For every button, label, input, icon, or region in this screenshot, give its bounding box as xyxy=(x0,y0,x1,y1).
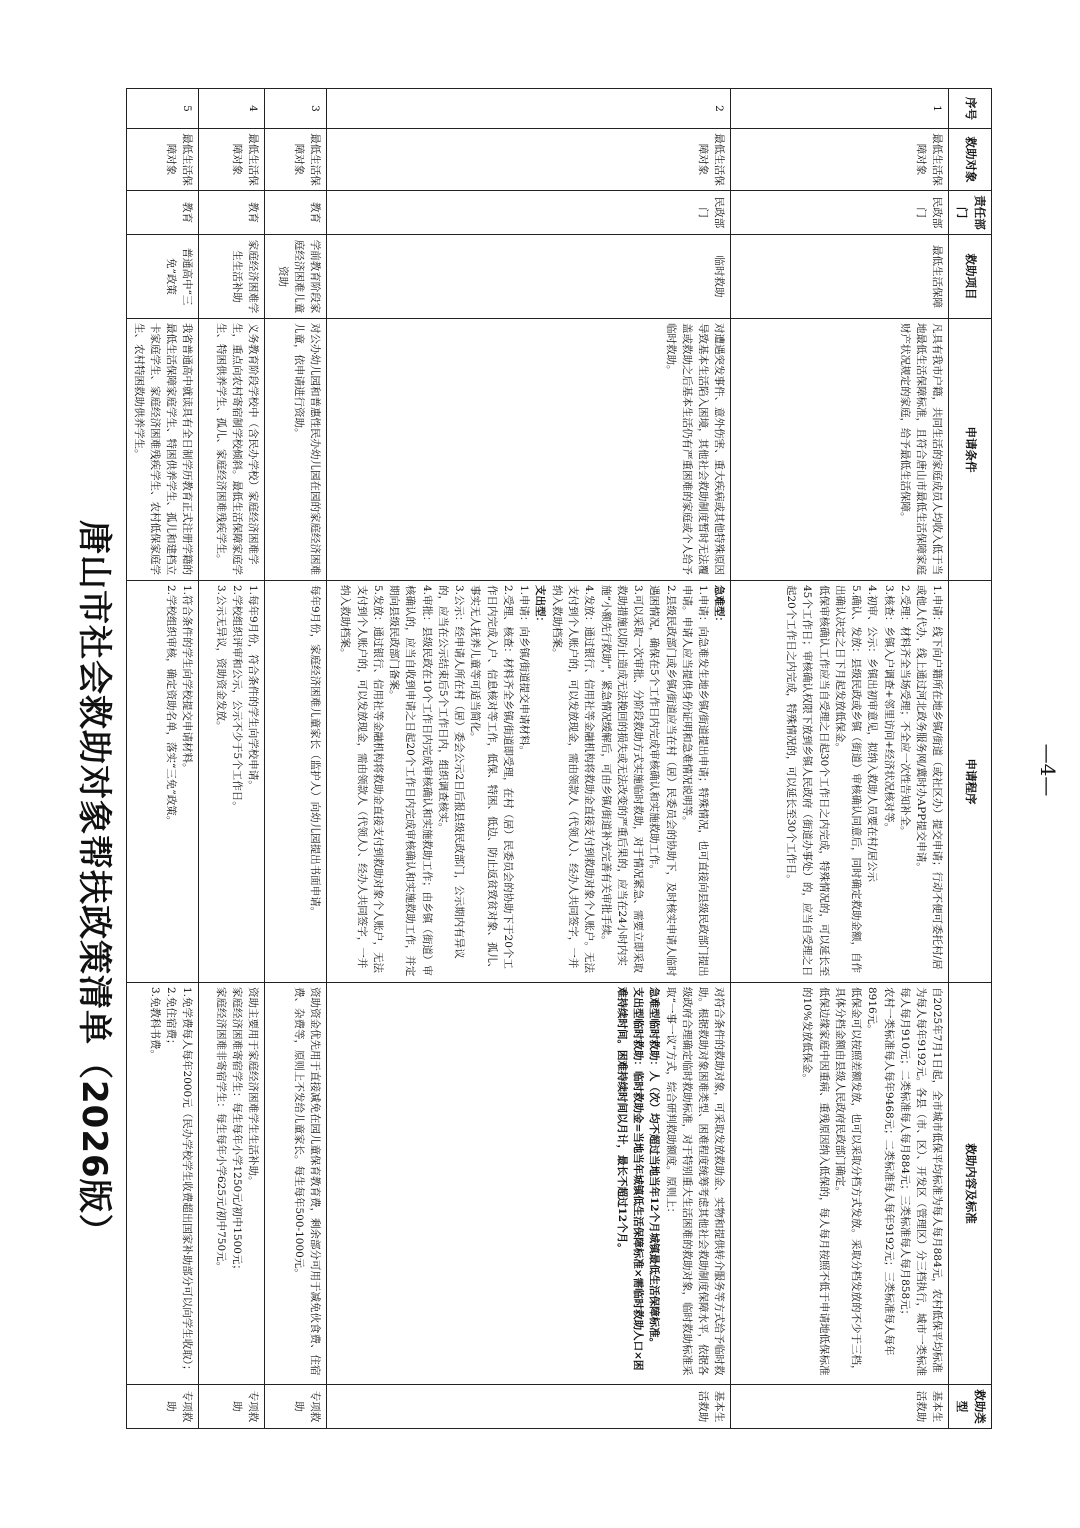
procedure-note: 低保审核确认工作应当自受理之日起30个工作日之内完成，特殊情况的，可以延长至45个工作日；审核确认权限下放到乡镇人民政府（街道办事处）的，应当自受理之日起20个工作日之内完成，特殊情况的，可以延长至30个工作日。 xyxy=(784,585,830,977)
row-conditions: 对公办幼儿园和普惠性民办幼儿园在园的家庭经济困难儿童，依申请进行资助。 xyxy=(265,319,327,581)
row-item: 学前教育阶段家庭经济困难儿童资助 xyxy=(265,235,327,319)
header-procedure: 申请程序 xyxy=(949,581,992,983)
procedure-step: 1.申请：向急难发生地乡镇/街道提出申请；特殊情况，也可直接向县级民政部门提出申请。申请人应当提供身份证明和急难情况说明等。 xyxy=(680,585,710,977)
header-conditions: 申请条件 xyxy=(949,319,992,581)
procedure-step: 3.核查：乡镇入户调查+邻里访问+经济状况核对等。 xyxy=(882,585,895,834)
policy-table xyxy=(126,88,992,1429)
procedure-step: 2.受理、核查：材料齐全乡镇/街道即受理，在村（居）民委员会的协助下于20个工作日内完成入户、信息核对等工作，低保、特困、低边、防止返贫致贫对象、孤儿、事实无人抚养儿童等可适当简化。 xyxy=(469,585,514,974)
content-line: 资助主要用于家庭经济困难学生生活补助。 xyxy=(247,987,260,1187)
content-line: 支出型临时救助：临时救助金=当地当年城镇低生活保障标准×需临时救助人口×困难持续时间。困难持续时间以月计，最长不超过12个月。 xyxy=(615,987,645,1371)
procedure-heading-emergency: 急难型： xyxy=(713,585,726,627)
row-target: 最低生活保障对象 xyxy=(265,129,327,191)
row-seq: 3 xyxy=(265,89,327,129)
row-procedure xyxy=(327,581,731,983)
content-line: 对符合条件的救助对象，可采取发放救助金、实物和提供转介服务等方式给予临时救助。根据救助对象困难类型、困难程度统筹考虑其他社会救助制度保障水平，依据各级政府合理确定临时救助标准，对于特别重大生活困难的救助对象，临时救助标准采取“一事一议”方式，综合研判救助额度。原则上： xyxy=(664,987,726,1376)
header-dept: 责任部门 xyxy=(949,191,992,235)
procedure-step: 5.确认、发放：县级民政或乡镇（街道）审核确认同意后，同时确定救助金额，自作出确认决定之日下月起发放低保金。 xyxy=(833,585,863,974)
row-dept: 民政部门 xyxy=(327,191,731,235)
content-line: 3.免教科书费。 xyxy=(148,987,161,1061)
row-dept: 教育 xyxy=(265,191,327,235)
row-target: 最低生活保障对象 xyxy=(327,129,731,191)
table-row xyxy=(265,89,327,1429)
row-item: 最低生活保障 xyxy=(731,235,949,319)
row-content xyxy=(265,983,327,1385)
row-seq: 4 xyxy=(199,89,265,129)
table-row xyxy=(327,89,731,1429)
procedure-step: 2.县级民政部门或乡镇/街道应当在村（居）民委员会的协助下，及时核实申请人临时遇困情况，确保在5个工作日内完成审核确认和实施救助工作。 xyxy=(648,585,677,977)
row-type: 基本生活救助 xyxy=(327,1385,731,1429)
row-conditions: 我省普通高中就读具有全日制学历教育正式注册学籍的最低生活保障家庭学生、特困供养学生、孤儿和建档立卡家庭学生、家庭经济困难残疾学生、农村低保家庭学生、农村特困救助供养学生。 xyxy=(127,319,199,581)
table-row xyxy=(127,89,199,1429)
procedure-step: 3.公示：经申请人所在村（居）委会公示2日后报县级民政部门，公示期内有异议的，应当在公示结束后5个工作日内，组织调查核实。 xyxy=(436,585,466,959)
page-number: —4— xyxy=(1036,743,1060,797)
row-procedure xyxy=(265,581,327,983)
content-line: 低保边缘家庭中因重病、重残原因纳入低保的，每人每月按照不低于申请地低保标准的10%发放低保金。 xyxy=(801,987,830,1376)
header-type: 救助类型 xyxy=(949,1385,992,1429)
content-line: 资助资金优先用于直接减免在园儿童保育教育费，剩余部分可用于减免伙食费、住宿费、杂费等，原则上不发给儿童家长。每生每年500-1000元。 xyxy=(293,987,322,1376)
content-line: 农村一类标准每人每年9468元；二类标准每人每年9192元；三类标准每人每年8916元。 xyxy=(866,987,895,1356)
content-line: 低保金可以按照差额发放，也可以采取分档方式发放。采取分档发放的不少于三档，具体分档金额由县级人民政府民政部门确定。 xyxy=(833,987,863,1376)
row-type: 专项救助 xyxy=(127,1385,199,1429)
row-type: 专项救助 xyxy=(265,1385,327,1429)
row-conditions: 对遭遇突发事件、意外伤害、重大疾病或其他特殊原因导致基本生活陷入困境，其他社会救助制度暂时无法覆盖或救助之后基本生活仍有严重困难的家庭或个人给予临时救助。 xyxy=(327,319,731,581)
procedure-heading-expense: 支出型： xyxy=(534,585,547,627)
procedure-step: 4.审批：县级民政在10个工作日内完成审核确认和实施救助工作；由乡镇（街道）审核确认的，应当自收到申请之日起20个工作日内完成审核确认和实施救助工作，并定期向县级民政部门备案。 xyxy=(388,585,433,977)
row-type: 专项救助 xyxy=(199,1385,265,1429)
procedure-step: 2.学校组织评审和公示，公示不少于5个工作日。 xyxy=(231,585,244,812)
procedure-step: 每年9月份，家庭经济困难儿童家长（监护人）向幼儿园提出书面申请。 xyxy=(309,585,322,918)
procedure-step: 4.初审、公示：乡镇出初审意见，拟纳入救助人员要在村/居公示 xyxy=(866,585,879,883)
content-line: 自2025年7月1日起，全市城市低保平均标准为每人每月884元，农村低保平均标准为每人每年9192元。各县（市、区）、开发区（管理区）分三档执行，城市一类标准每人每月910元；二类标准每人每月884元；三类标准每人每月858元； xyxy=(898,987,944,1376)
row-seq: 5 xyxy=(127,89,199,129)
table-row xyxy=(199,89,265,1429)
row-seq: 1 xyxy=(731,89,949,129)
table-row xyxy=(731,89,949,1429)
row-item: 临时救助 xyxy=(327,235,731,319)
row-conditions: 义务教育阶段学校中（含民办学校）家庭经济困难学生，重点向农村寄宿制学校倾斜。最低生活保障家庭学生、特困供养学生、孤儿、家庭经济困难残疾学生。 xyxy=(199,319,265,581)
procedure-step: 4.发放：通过银行、信用社等金融机构将救助金直接支付到救助对象个人账户。无法支付到个人账户的，可以发放现金，需由领款人（代领人）、经办人共同签字，一并纳入救助档案。 xyxy=(550,585,596,974)
content-line: 急难型临时救助：人（次）均不超过当地当年12个月城镇最低生活保障标准。 xyxy=(648,987,661,1349)
row-target: 最低生活保障对象 xyxy=(127,129,199,191)
content-line: 家庭经济困难寄宿学生：每生每年小学1250元/初中1500元； xyxy=(231,987,244,1275)
procedure-step: 5.发放：通过银行、信用社等金融机构将救助金直接支付到救助对象个人账户，无法支付到个人账户的，可以发放现金，需由领款人（代领人）、经办人共同签字，一并纳入救助档案。 xyxy=(339,585,384,974)
row-procedure xyxy=(731,581,949,983)
row-conditions: 凡具有我市户籍，共同生活的家庭成员人均收入低于当地最低生活保障标准，且符合唐山市最低生活保障家庭财产状况规定的家庭，给予最低生活保障。 xyxy=(731,319,949,581)
procedure-step: 2.学校组织审核，确定资助名单，落实“三免”政策。 xyxy=(165,585,178,827)
row-dept: 民政部门 xyxy=(731,191,949,235)
row-item: 家庭经济困难学生生活补助 xyxy=(199,235,265,319)
procedure-step: 1.每年9月份，符合条件的学生向学校申请。 xyxy=(247,585,260,791)
row-item: 普通高中“三免”政策 xyxy=(127,235,199,319)
row-target: 最低生活保障对象 xyxy=(199,129,265,191)
row-content xyxy=(127,983,199,1385)
row-type: 基本生活救助 xyxy=(731,1385,949,1429)
header-item: 救助项目 xyxy=(949,235,992,319)
procedure-step: 1.符合条件的学生向学校提交申请材料。 xyxy=(181,585,194,774)
row-procedure xyxy=(127,581,199,983)
row-dept: 教育 xyxy=(127,191,199,235)
row-seq: 2 xyxy=(327,89,731,129)
procedure-step: 2.受理：材料齐全当场受理；不全应一次性告知补全。 xyxy=(898,585,911,837)
header-content: 救助内容及标准 xyxy=(949,983,992,1385)
row-content xyxy=(327,983,731,1385)
header-target: 救助对象 xyxy=(949,129,992,191)
row-dept: 教育 xyxy=(199,191,265,235)
content-line: 1.免学费每人每年2000元（民办学校学生收费超出国家补助部分可以向学生收取）； xyxy=(181,987,194,1376)
header-seq: 序号 xyxy=(949,89,992,129)
row-content xyxy=(199,983,265,1385)
table-header-row xyxy=(949,89,992,1429)
page-title: 唐山市社会救助对象帮扶政策清单（2026版） xyxy=(74,520,114,1249)
procedure-step: 3.公示无异议，资助资金发放。 xyxy=(214,585,227,732)
procedure-step: 3.可以采取一次审批、分阶段救助方式实施临时救助，对于情况紧急、需要立即采取救助措施以防止造成无法挽回的损失或无法改变的严重后果的，应当在24小时内实施“小额先行救助”，紧急情况缓解后，可由乡镇/街道补充完善有关审批手续。 xyxy=(599,585,645,974)
content-line: 家庭经济困难非寄宿学生：每生每年小学625元/初中750元。 xyxy=(214,987,227,1273)
row-procedure xyxy=(199,581,265,983)
procedure-step: 1.申请：线下向户籍所在地乡镇/街道（或社区办）提交申请；行动不便可委托村/居或他人代办，线上通过河北政务服务网/冀时办APP提交申请。 xyxy=(915,585,944,970)
row-content xyxy=(731,983,949,1385)
content-line: 2.免住宿费； xyxy=(165,987,178,1050)
procedure-step: 1.申请：向乡镇/街道提交申请材料。 xyxy=(518,585,531,757)
row-target: 最低生活保障对象 xyxy=(731,129,949,191)
